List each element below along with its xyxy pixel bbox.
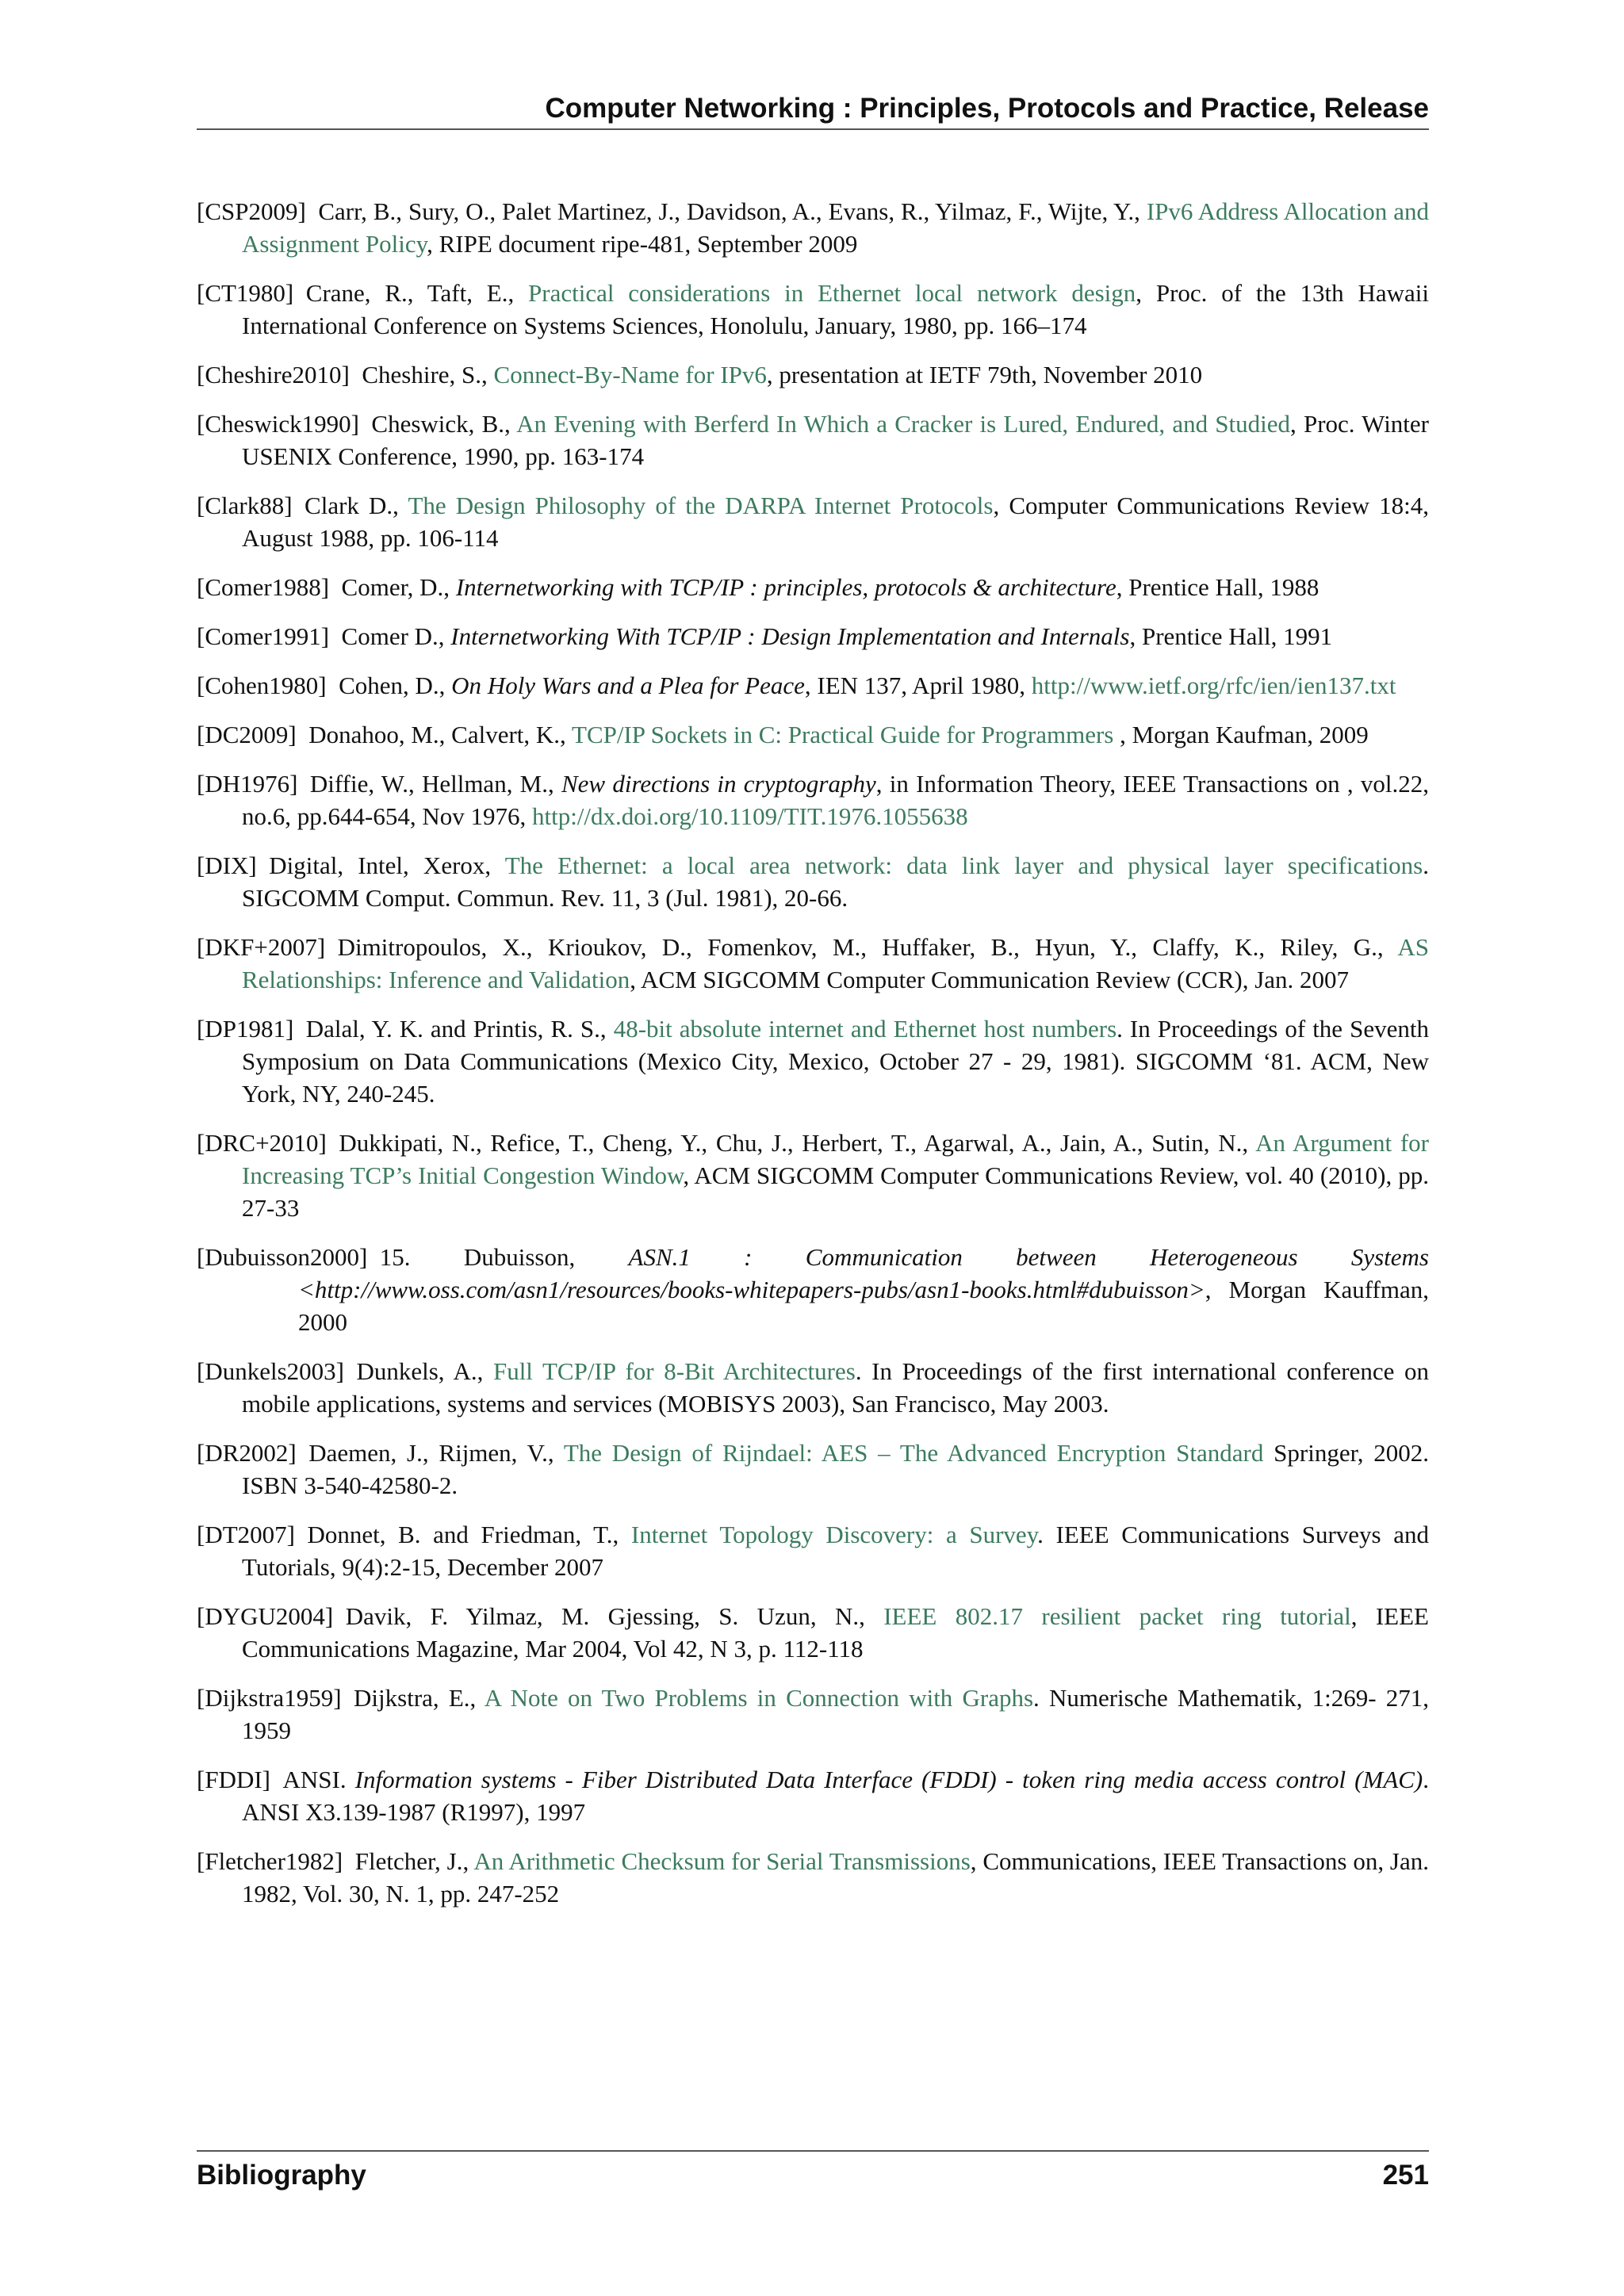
reference-title-italic: Internetworking With TCP/IP : Design Implementation and Internals [450, 622, 1130, 650]
citation-key: [DP1981] [197, 1015, 294, 1043]
bibliography-entry [197, 1241, 1429, 1338]
reference-text: , Computer Communications Review 18:4, August 1988, pp. 106-114 [242, 492, 1430, 552]
reference-title-italic: On Holy Wars and a Plea for Peace [451, 672, 805, 699]
reference-text: ANSI. [282, 1766, 355, 1793]
reference-link[interactable]: Full TCP/IP for 8-Bit Architectures [492, 1357, 856, 1385]
reference-text: Crane, R., Taft, E., [305, 279, 529, 307]
reference-text: , Prentice Hall, 1988 [1116, 573, 1320, 601]
citation-key: [DR2002] [197, 1439, 297, 1467]
citation-key: [Dijkstra1959] [197, 1684, 342, 1712]
reference-text: Clark D., [304, 492, 408, 519]
reference-text: Carr, B., Sury, O., Palet Martinez, J., Davidson, A., Evans, R., Yilmaz, F., Wijte, Y., [318, 197, 1147, 225]
reference-text: Comer D., [341, 622, 451, 650]
bibliography-entry [197, 1127, 1429, 1224]
reference-link[interactable]: An Arithmetic Checksum for Serial Transmissions [473, 1847, 971, 1875]
page-number: 251 [1382, 2160, 1429, 2191]
bibliography-entry [197, 931, 1429, 996]
citation-key: [Cheshire2010] [197, 361, 350, 388]
reference-text: . IEEE Communications Surveys and Tutorials, 9(4):2-15, December 2007 [242, 1521, 1429, 1581]
book-title: Computer Networking : Principles, Protocols and Practice, Release [545, 93, 1429, 124]
section-name: Bibliography [197, 2160, 366, 2191]
citation-key: [Fletcher1982] [197, 1847, 343, 1875]
bibliography-entry [197, 849, 1429, 914]
bibliography-entry [197, 408, 1429, 473]
reference-title-italic: Information systems - Fiber Distributed Data Interface (FDDI) - token ring media access control (MAC) [354, 1766, 1423, 1793]
bibliography-entry [197, 1355, 1429, 1420]
reference-link[interactable]: IEEE 802.17 resilient packet ring tutorial [883, 1602, 1351, 1630]
bibliography-entry [197, 1763, 1429, 1828]
citation-key: [DYGU2004] [197, 1602, 334, 1630]
citation-key: [Dubuisson2000] [197, 1243, 368, 1271]
reference-text: Dimitropoulos, X., Krioukov, D., Fomenkov, M., Huffaker, B., Hyun, Y., Claffy, K., Riley, G., [337, 933, 1398, 961]
reference-text: , Communications, IEEE Transactions on, Jan. 1982, Vol. 30, N. 1, pp. 247-252 [242, 1847, 1429, 1908]
bibliography-entry [197, 1682, 1429, 1747]
reference-text: , Morgan Kauffman, 2000 [298, 1276, 1429, 1336]
reference-text: . Numerische Mathematik, 1:269- 271, 1959 [242, 1684, 1429, 1744]
reference-text: , IEEE Communications Magazine, Mar 2004, Vol 42, N 3, p. 112-118 [242, 1602, 1429, 1663]
bibliography-entry [197, 669, 1429, 702]
bibliography-entry [197, 1845, 1429, 1910]
citation-key: [DH1976] [197, 770, 298, 798]
reference-text: , ACM SIGCOMM Computer Communication Review (CCR), Jan. 2007 [630, 966, 1350, 993]
bibliography-entry [197, 1012, 1429, 1110]
reference-text: Comer, D., [341, 573, 456, 601]
reference-text: Donnet, B. and Friedman, T., [307, 1521, 631, 1548]
reference-link[interactable]: Connect-By-Name for IPv6 [493, 361, 767, 388]
citation-key: [FDDI] [197, 1766, 270, 1793]
bibliography-entry [197, 1600, 1429, 1665]
bibliography-entry [197, 767, 1429, 832]
reference-text: . ANSI X3.139-1987 (R1997), 1997 [242, 1766, 1430, 1826]
bibliography-entry [197, 1437, 1429, 1502]
reference-text: Dunkels, A., [356, 1357, 493, 1385]
bibliography-list [197, 195, 1429, 1927]
reference-link[interactable]: A Note on Two Problems in Connection with Graphs [484, 1684, 1034, 1712]
citation-key: [Comer1988] [197, 573, 330, 601]
bibliography-entry [197, 620, 1429, 652]
running-footer [197, 2150, 1429, 2193]
citation-key: [DRC+2010] [197, 1129, 327, 1157]
citation-key: [Dunkels2003] [197, 1357, 344, 1385]
bibliography-entry [197, 571, 1429, 603]
citation-key: [Clark88] [197, 492, 293, 519]
reference-link[interactable]: The Design Philosophy of the DARPA Internet Protocols [408, 492, 994, 519]
reference-link[interactable]: An Argument for Increasing TCP’s Initial Congestion Window [242, 1129, 1429, 1189]
reference-text: Cheshire, S., [362, 361, 494, 388]
reference-link[interactable]: http://www.ietf.org/rfc/ien/ien137.txt [1031, 672, 1396, 699]
reference-text: Donahoo, M., Calvert, K., [308, 721, 573, 748]
reference-text: . In Proceedings of the Seventh Symposium on Data Communications (Mexico City, Mexico, October 27 - 29, 1981). SIGCOMM ‘81. ACM, New York, NY, 240-245. [242, 1015, 1429, 1108]
reference-text: Diffie, W., Hellman, M., [309, 770, 561, 798]
citation-key: [Cohen1980] [197, 672, 327, 699]
reference-title-italic: ASN.1 : Communication between Heterogeneous Systems <http://www.oss.com/asn1/resources/books-whitepapers-pubs/asn1-books.html#dubuisson> [298, 1243, 1429, 1303]
reference-text: 15. Dubuisson, [379, 1243, 629, 1271]
reference-text: Cheswick, B., [371, 410, 517, 438]
reference-text: Dukkipati, N., Refice, T., Cheng, Y., Chu, J., Herbert, T., Agarwal, A., Jain, A., Sutin, N., [339, 1129, 1256, 1157]
reference-text: , Proc. Winter USENIX Conference, 1990, pp. 163-174 [242, 410, 1430, 470]
reference-text: , IEN 137, April 1980, [804, 672, 1032, 699]
reference-text: . SIGCOMM Comput. Commun. Rev. 11, 3 (Jul. 1981), 20-66. [242, 851, 1429, 912]
citation-key: [DIX] [197, 851, 257, 879]
reference-text: Davik, F. Yilmaz, M. Gjessing, S. Uzun, N., [345, 1602, 884, 1630]
bibliography-entry [197, 489, 1429, 554]
bibliography-entry [197, 718, 1429, 751]
bibliography-entry [197, 358, 1429, 391]
citation-key: [Comer1991] [197, 622, 330, 650]
reference-text: . In Proceedings of the first international conference on mobile applications, systems and services (MOBISYS 2003), San Francisco, May 2003. [242, 1357, 1430, 1418]
reference-title-italic: Internetworking with TCP/IP : principles, protocols & architecture [455, 573, 1116, 601]
bibliography-entry [197, 277, 1429, 342]
reference-text: Cohen, D., [339, 672, 452, 699]
reference-title-italic: New directions in cryptography [561, 770, 876, 798]
reference-link[interactable]: AS Relationships: Inference and Validation [242, 933, 1429, 993]
citation-key: [DKF+2007] [197, 933, 326, 961]
reference-text: , Proc. of the 13th Hawaii International Conference on Systems Sciences, Honolulu, January, 1980, pp. 166–174 [242, 279, 1429, 339]
reference-text: , Morgan Kaufman, 2009 [1113, 721, 1369, 748]
citation-key: [CT1980] [197, 279, 294, 307]
reference-link[interactable]: http://dx.doi.org/10.1109/TIT.1976.1055638 [531, 802, 968, 830]
reference-text: Fletcher, J., [354, 1847, 474, 1875]
citation-key: [DT2007] [197, 1521, 295, 1548]
reference-text: , presentation at IETF 79th, November 2010 [766, 361, 1203, 388]
reference-link[interactable]: 48-bit absolute internet and Ethernet host numbers [613, 1015, 1117, 1043]
reference-link[interactable]: IPv6 Address Allocation and Assignment Policy [242, 197, 1430, 258]
reference-text: , RIPE document ripe-481, September 2009 [427, 230, 858, 258]
running-header [197, 89, 1429, 130]
citation-key: [Cheswick1990] [197, 410, 359, 438]
reference-text: Springer, 2002. ISBN 3-540-42580-2. [242, 1439, 1429, 1499]
reference-text: , ACM SIGCOMM Computer Communications Review, vol. 40 (2010), pp. 27-33 [242, 1161, 1429, 1222]
bibliography-entry [197, 195, 1429, 260]
reference-link[interactable]: An Evening with Berferd In Which a Cracker is Lured, Endured, and Studied [516, 410, 1291, 438]
reference-text: Dalal, Y. K. and Printis, R. S., [305, 1015, 614, 1043]
reference-text: Daemen, J., Rijmen, V., [308, 1439, 564, 1467]
reference-link[interactable]: Internet Topology Discovery: a Survey [630, 1521, 1038, 1548]
reference-link[interactable]: The Design of Rijndael: AES – The Advanced Encryption Standard [563, 1439, 1264, 1467]
citation-key: [CSP2009] [197, 197, 306, 225]
reference-link[interactable]: The Ethernet: a local area network: data link layer and physical layer specifications [504, 851, 1423, 879]
reference-text: , Prentice Hall, 1991 [1129, 622, 1333, 650]
reference-link[interactable]: TCP/IP Sockets in C: Practical Guide for Programmers [572, 721, 1114, 748]
citation-key: [DC2009] [197, 721, 297, 748]
bibliography-entry [197, 1518, 1429, 1583]
reference-text: , in Information Theory, IEEE Transactions on , vol.22, no.6, pp.644-654, Nov 1976, [242, 770, 1429, 830]
reference-link[interactable]: Practical considerations in Ethernet local network design [528, 279, 1136, 307]
reference-text: Dijkstra, E., [354, 1684, 485, 1712]
reference-text: Digital, Intel, Xerox, [269, 851, 505, 879]
